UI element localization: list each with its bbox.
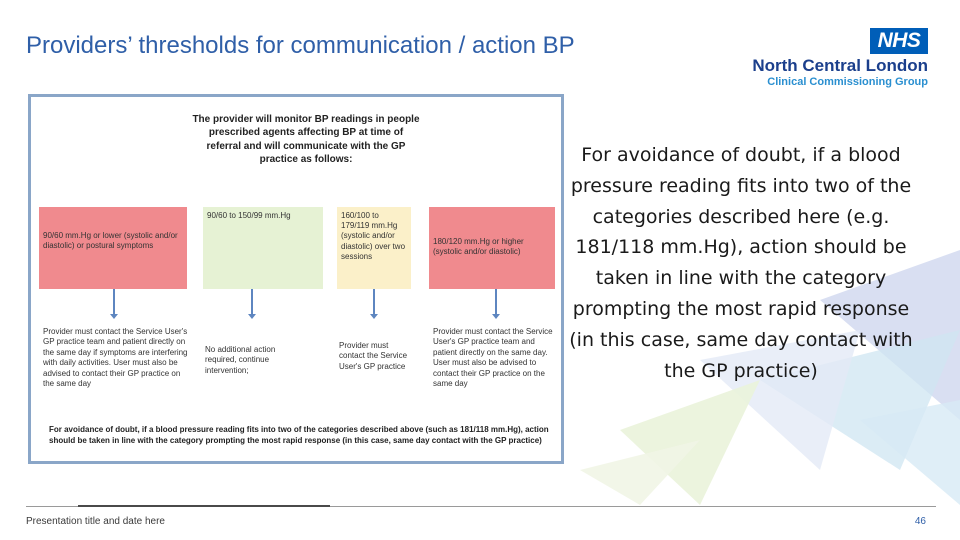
avoidance-of-doubt-text: For avoidance of doubt, if a blood pressure reading fits into two of the categories described here (e.g. 181/118 mm.Hg), action should be taken in line with the category prompting the most rapid response (in this case, same day contact with the GP practice) bbox=[569, 144, 913, 382]
organisation-subtitle: Clinical Commissioning Group bbox=[767, 76, 928, 88]
figure-note: For avoidance of doubt, if a blood pressure reading fits into two of the categories described above (such as 181/118 mm.Hg), action should be taken in line with the category prompting the most rapid response (in this case, same day contact with the GP practice) bbox=[49, 425, 549, 445]
arrow-down-icon bbox=[113, 289, 115, 315]
category-high: 180/120 mm.Hg or higher (systolic and/or diastolic) bbox=[429, 207, 555, 289]
category-normal: 90/60 to 150/99 mm.Hg bbox=[203, 207, 323, 289]
action-low: Provider must contact the Service User's GP practice team and patient directly on the same day if symptoms are interfering with daily activities. User must also be advised to contact their GP practice on the same day bbox=[43, 327, 188, 388]
slide-title: Providers’ thresholds for communication / action BP bbox=[26, 32, 575, 59]
arrow-down-icon bbox=[373, 289, 375, 315]
action-high: Provider must contact the Service User's GP practice team and patient directly on the same day. User must also be advised to contact their GP practice on the same day bbox=[433, 327, 553, 388]
category-elevated: 160/100 to 179/119 mm.Hg (systolic and/or diastolic) over two sessions bbox=[337, 207, 411, 289]
arrow-down-icon bbox=[495, 289, 497, 315]
action-normal: No additional action required, continue intervention; bbox=[205, 345, 276, 375]
bp-thresholds-figure bbox=[28, 94, 564, 464]
footer-title: Presentation title and date here bbox=[26, 516, 165, 527]
page-number: 46 bbox=[914, 516, 926, 527]
nhs-badge: NHS bbox=[870, 28, 928, 54]
arrow-down-icon bbox=[251, 289, 253, 315]
figure-intro: The provider will monitor BP readings in people prescribed agents affecting BP at time of referral and will communicate with the GP practice as follows: bbox=[192, 114, 420, 165]
category-low: 90/60 mm.Hg or lower (systolic and/or diastolic) or postural symptoms bbox=[39, 207, 187, 289]
footer-accent-line bbox=[78, 505, 330, 507]
organisation-name: North Central London bbox=[752, 56, 928, 75]
nhs-logo bbox=[738, 26, 934, 92]
action-elevated: Provider must contact the Service User's GP practice bbox=[339, 341, 408, 371]
